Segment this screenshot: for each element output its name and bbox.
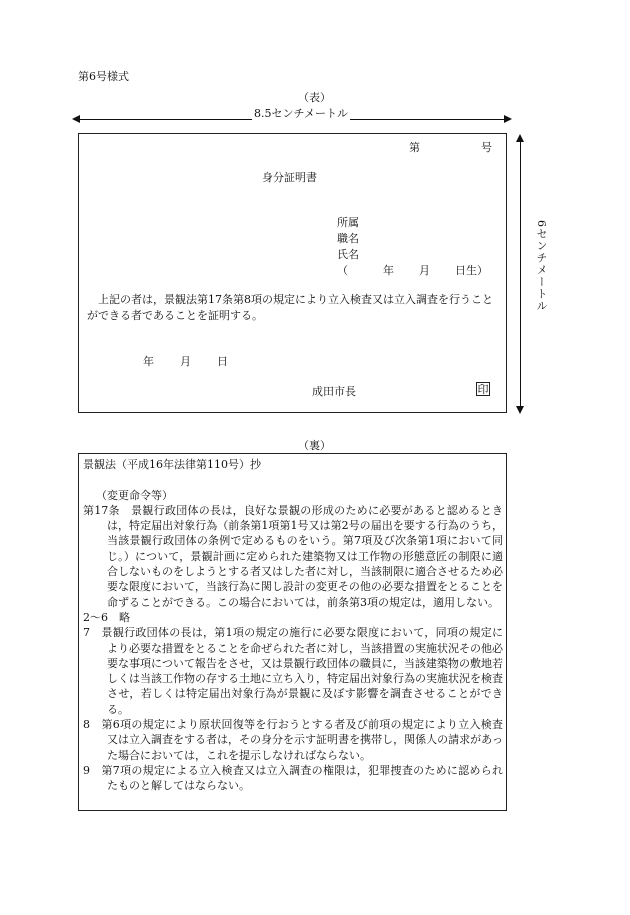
front-side-label: （表） xyxy=(298,91,331,104)
certification-text: 上記の者は，景観法第17条第8項の規定により立入検査又は立入調査を行うことができる者であることを証明する。 xyxy=(87,293,493,322)
certificate-number-suffix: 号 xyxy=(481,141,492,154)
law-excerpt xyxy=(83,457,503,794)
omitted-items: 2〜6 略 xyxy=(83,610,130,624)
birth-month-label: 月 xyxy=(419,264,430,277)
issue-month-label: 月 xyxy=(180,355,191,368)
affiliation-label: 所属 xyxy=(337,216,359,229)
back-side-label: （裏） xyxy=(298,439,331,452)
birth-day-label: 日生） xyxy=(455,264,488,277)
width-dimension-label: 8.5センチメートル xyxy=(254,107,349,120)
birth-open-paren: （ xyxy=(337,264,348,277)
id-card-front xyxy=(78,133,507,413)
width-dimension-arrow xyxy=(72,105,512,125)
arrow-left-icon xyxy=(72,115,80,123)
height-dimension-line xyxy=(520,140,521,408)
law-title: 景観法（平成16年法律第110号）抄 xyxy=(83,458,261,471)
issue-date-line xyxy=(143,353,228,369)
item-9-text: 9 第7項の規定による立入検査又は立入調査の権限は，犯罪捜査のために認められたものと解してはならない。 xyxy=(83,763,503,793)
issue-day-label: 日 xyxy=(217,355,228,368)
spacer xyxy=(83,472,503,487)
article-17-text: 第17条 景観行政団体の長は，良好な景観の形成のために必要があると認めるときは，特定届出対象行為（前条第1項第1号又は第2号の届出を要する行為のうち，当該景観行政団体の条例で定めるものをいう。第7項及び次条第1項において同じ。）について，景観計画に定められた建築物又は工作物の形態意匠の制限に適合しないものをしようとする者又はした者に対し，当該制限に適合させるため必要な限度において，当該行為に関し設計の変更その他の必要な措置をとることを命ずることができる。この場合においては，前条第3項の規定は，適用しない。 xyxy=(83,503,503,609)
height-dimension-label: 6センチメートル xyxy=(535,220,548,312)
section-heading: （変更命令等） xyxy=(96,488,173,502)
seal-icon: 印 xyxy=(477,382,489,396)
position-label: 職名 xyxy=(337,232,359,245)
arrow-right-icon xyxy=(504,115,512,123)
arrow-up-icon xyxy=(516,134,524,142)
birth-year-label: 年 xyxy=(383,264,394,277)
id-card-back xyxy=(78,453,507,811)
form-number: 第6号様式 xyxy=(78,70,129,83)
name-label: 氏名 xyxy=(337,248,359,261)
item-8-text: 8 第6項の規定により原状回復等を行おうとする者及び前項の規定により立入検査又は立入調査をする者は，その身分を示す証明書を携帯し，関係人の請求があった場合においては，これを提示しなければならない。 xyxy=(83,718,503,762)
item-7-text: 7 景観行政団体の長は，第1項の規定の施行に必要な限度において，同項の規定により必要な措置をとることを命ぜられた者に対し，当該措置の実施状況その他必要な事項について報告をさせ，又は景観行政団体の職員に，当該建築物の敷地若しくは当該工作物の存する土地に立ち入り，特定届出対象行為の実施状況を検査させ，若しくは特定届出対象行為が景観に及ぼす影響を調査させることができる。 xyxy=(83,626,503,716)
certificate-number-prefix: 第 xyxy=(409,141,420,154)
arrow-down-icon xyxy=(516,406,524,414)
card-title: 身分証明書 xyxy=(262,171,317,184)
issue-year-label: 年 xyxy=(143,355,154,368)
issuer-name: 成田市長 xyxy=(312,385,356,398)
birth-date-line xyxy=(337,262,488,278)
height-dimension-arrow xyxy=(514,134,528,414)
